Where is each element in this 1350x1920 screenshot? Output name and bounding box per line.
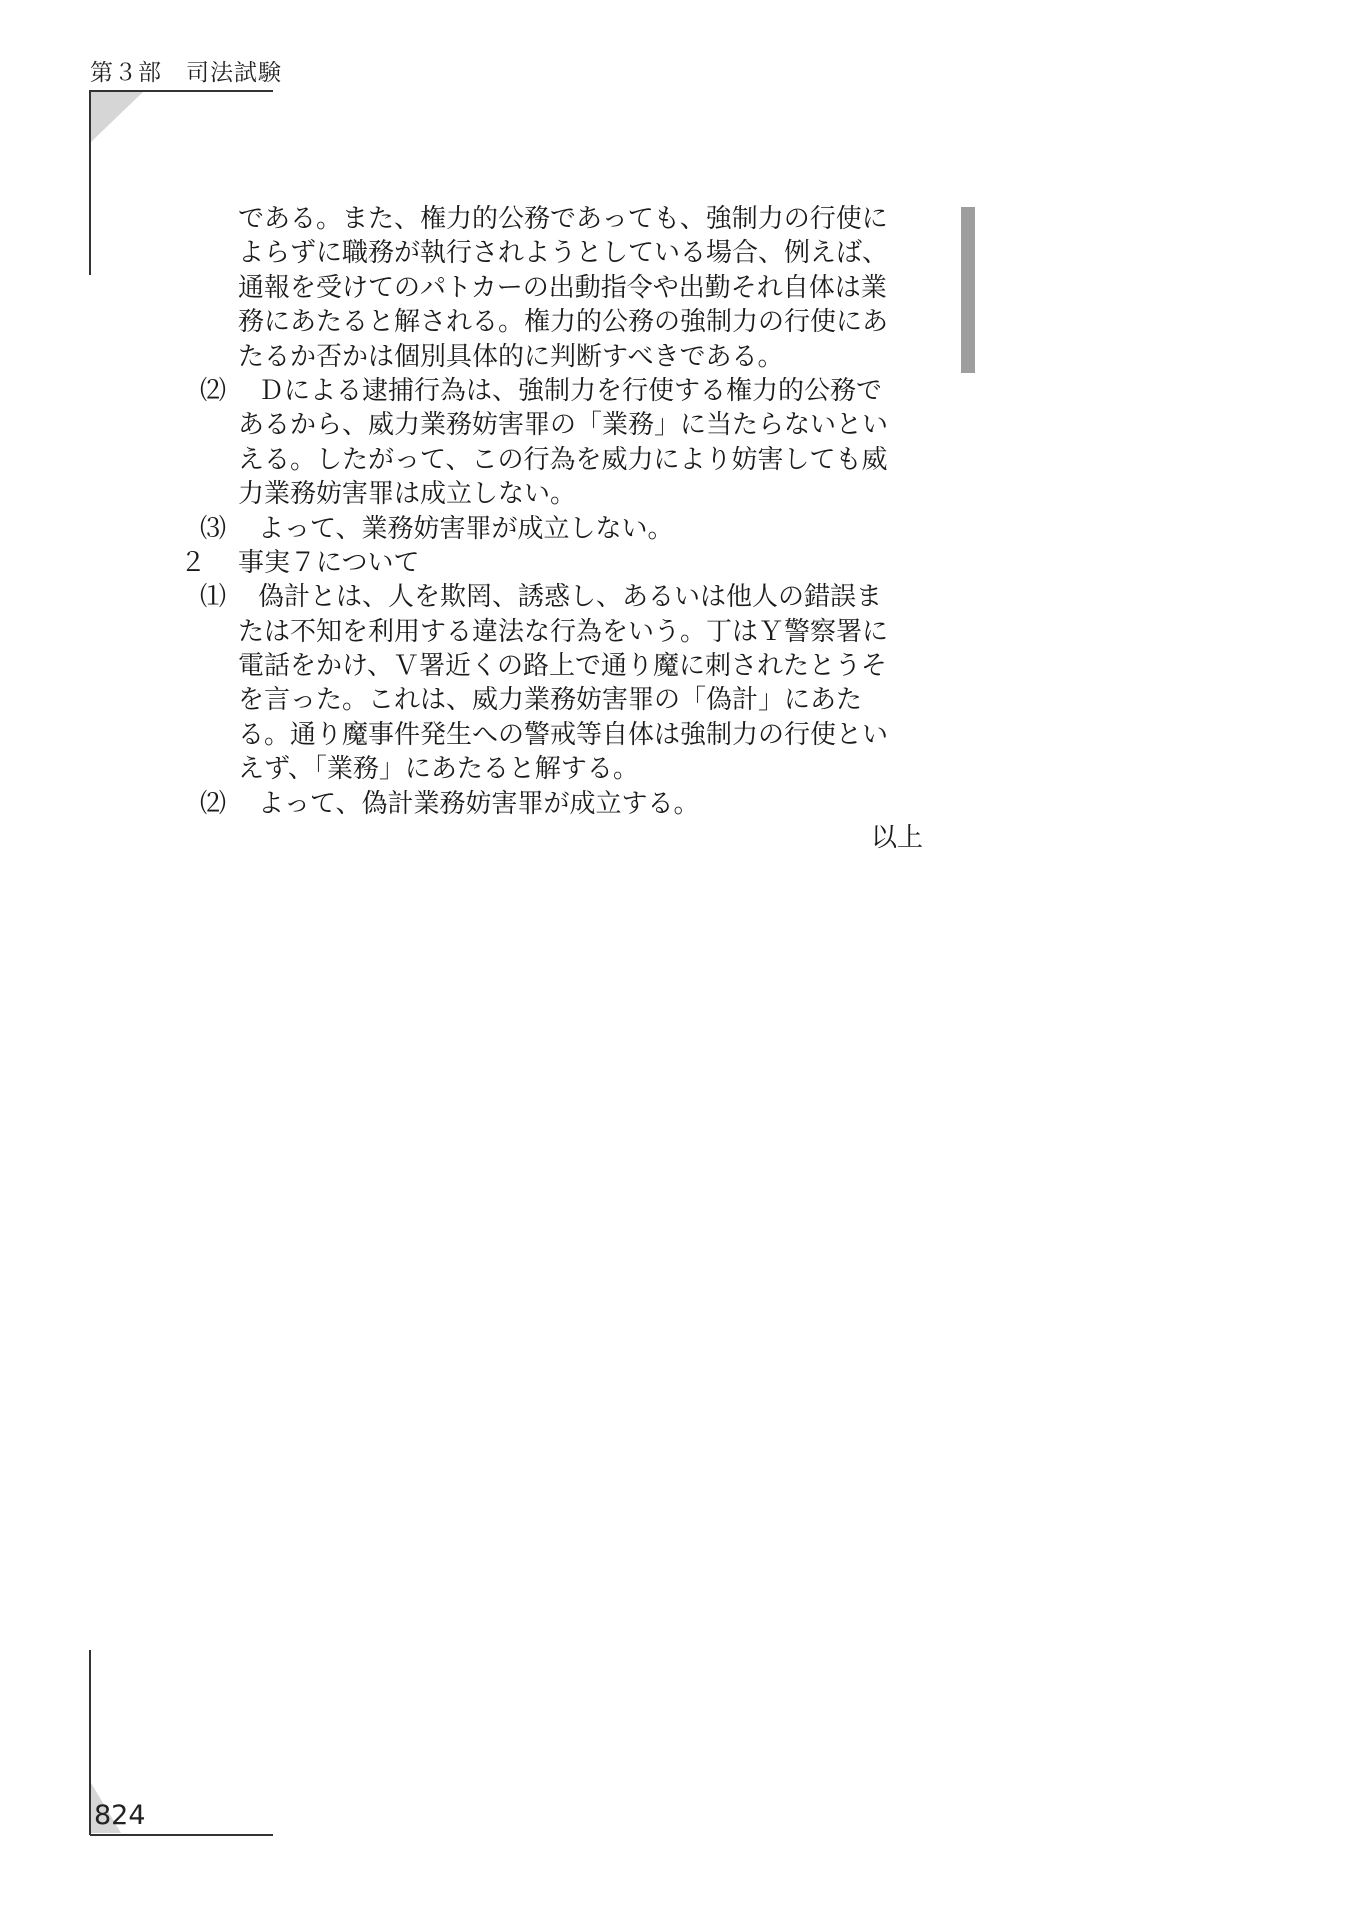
section-title: 事実７について: [238, 547, 420, 578]
text-line: たは不知を利用する違法な行為をいう。丁はＹ警察署に: [238, 616, 889, 647]
text-line: 力業務妨害罪は成立しない。: [238, 479, 577, 510]
text-line: を言った。これは、威力業務妨害罪の「偽計」にあた: [238, 685, 863, 716]
text-line: たるか否かは個別具体的に判断すべきである。: [238, 341, 784, 372]
text-line: である。また、権力的公務であっても、強制力の行使に: [238, 204, 888, 234]
corner-triangle-top: [91, 92, 143, 142]
side-marker-bar: [961, 207, 975, 373]
item-mark: ⑶: [200, 513, 227, 544]
item-text: よって、業務妨害罪が成立しない。: [258, 513, 674, 544]
closing-text: 以上: [870, 823, 923, 854]
item-mark: ⑴: [200, 582, 227, 613]
body-text: [180, 202, 925, 855]
text-line: える。したがって、この行為を威力により妨害しても威: [238, 444, 888, 475]
text-line: あるから、威力業務妨害罪の「業務」に当たらないとい: [238, 410, 889, 441]
text-line: る。通り魔事件発生への警戒等自体は強制力の行使とい: [238, 719, 889, 750]
item-text: よって、偽計業務妨害罪が成立する。: [258, 788, 700, 819]
item-2: [180, 374, 925, 408]
text-line: えず、「業務」にあたると解する。: [238, 754, 639, 785]
running-header: 第３部 司法試験: [90, 60, 282, 86]
item-text: 偽計とは、人を欺罔、誘惑し、あるいは他人の錯誤ま: [258, 582, 883, 613]
item-mark: ⑵: [200, 375, 227, 406]
text-line: 務にあたると解される。権力的公務の強制力の行使にあ: [238, 307, 889, 338]
item-3: [180, 512, 925, 546]
sub-item-1: [180, 580, 925, 614]
text-line: 通報を受けてのパトカーの出動指令や出勤それ自体は業: [238, 272, 887, 303]
text-line: よらずに職務が執行されようとしている場合、例えば、: [238, 238, 889, 269]
item-text: Ｄによる逮捕行為は、強制力を行使する権力的公務で: [258, 375, 883, 406]
item-mark: ⑵: [200, 788, 227, 819]
section-heading: [180, 546, 925, 580]
section-number: ２: [180, 547, 207, 578]
sub-item-2: [180, 787, 925, 821]
footer-rule: [90, 1834, 273, 1836]
text-line: 電話をかけ、Ｖ署近くの路上で通り魔に刺されたとうそ: [238, 651, 887, 682]
page-number: 824: [94, 1800, 146, 1831]
